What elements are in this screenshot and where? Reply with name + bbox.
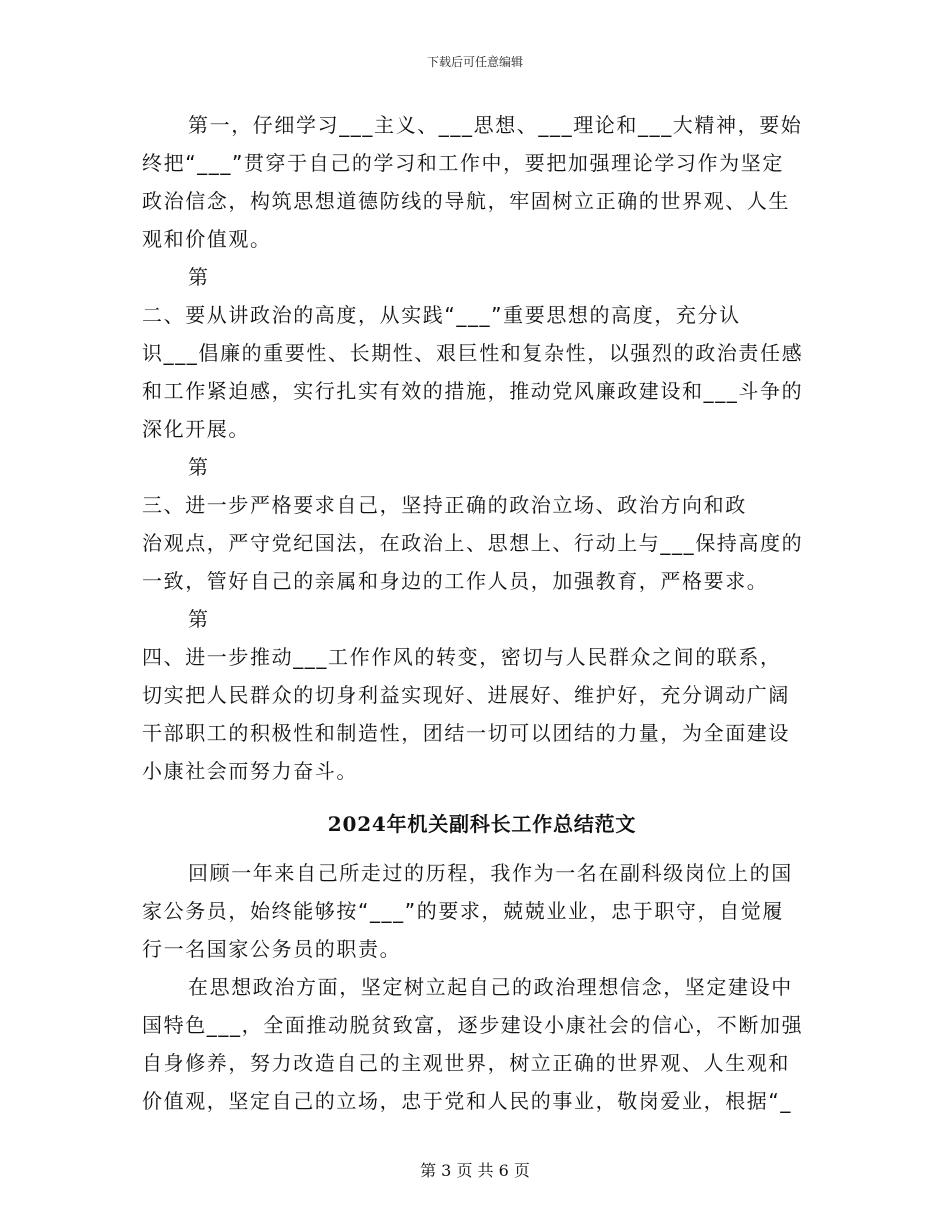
paragraph-line: 政治信念，构筑思想道德防线的导航，牢固树立正确的世界观、人生 <box>142 189 790 213</box>
paragraph-line: 三、进一步严格要求自己，坚持正确的政治立场、政治方向和政 <box>142 493 747 517</box>
document-title: 2024年机关副科长工作总结范文 <box>327 812 637 836</box>
paragraph-line: 国特色___，全面推动脱贫致富，逐步建设小康社会的信心，不断加强 <box>142 1013 804 1037</box>
paragraph-line: 行一名国家公务员的职责。 <box>142 937 402 961</box>
paragraph-line: 识___倡廉的重要性、长期性、艰巨性和复杂性，以强烈的政治责任感 <box>142 341 804 365</box>
paragraph-line: 回顾一年来自己所走过的历程，我作为一名在副科级岗位上的国 <box>188 861 793 885</box>
paragraph-line: 小康社会而努力奋斗。 <box>142 759 358 783</box>
page-header: 下载后可任意编辑 <box>426 55 523 69</box>
paragraph-line: 价值观，坚定自己的立场，忠于党和人民的事业，敬岗爱业，根据“_ <box>142 1089 792 1113</box>
paragraph-line: 干部职工的积极性和制造性，团结一切可以团结的力量，为全面建设 <box>142 721 790 745</box>
paragraph-line: 在思想政治方面，坚定树立起自己的政治理想信念，坚定建设中 <box>188 975 793 999</box>
paragraph-line: 第 <box>188 607 210 631</box>
paragraph-line: 切实把人民群众的切身利益实现好、进展好、维护好，充分调动广阔 <box>142 683 790 707</box>
paragraph-line: 第一，仔细学习___主义、___思想、___理论和___大精神，要始 <box>188 113 803 137</box>
page-number: 第 3 页 共 6 页 <box>420 1161 530 1180</box>
paragraph-line: 第 <box>188 265 210 289</box>
paragraph-line: 四、进一步推动___工作作风的转变，密切与人民群众之间的联系， <box>142 645 782 669</box>
document-body <box>142 106 822 1120</box>
paragraph-line: 自身修养，努力改造自己的主观世界，树立正确的世界观、人生观和 <box>142 1051 790 1075</box>
paragraph-line: 家公务员，始终能够按“___”的要求，兢兢业业，忠于职守，自觉履 <box>142 899 784 923</box>
paragraph-line: 观和价值观。 <box>142 227 272 251</box>
paragraph-line: 第 <box>188 455 210 479</box>
paragraph-line: 终把“___”贯穿于自己的学习和工作中，要把加强理论学习作为坚定 <box>142 151 784 175</box>
paragraph-line: 深化开展。 <box>142 417 250 441</box>
paragraph-line: 和工作紧迫感，实行扎实有效的措施，推动党风廉政建设和___斗争的 <box>142 379 804 403</box>
paragraph-line: 一致，管好自己的亲属和身边的工作人员，加强教育，严格要求。 <box>142 569 769 593</box>
paragraph-line: 二、要从讲政治的高度，从实践“___”重要思想的高度，充分认 <box>142 303 741 327</box>
paragraph-line: 治观点，严守党纪国法，在政治上、思想上、行动上与___保持高度的 <box>142 531 804 555</box>
